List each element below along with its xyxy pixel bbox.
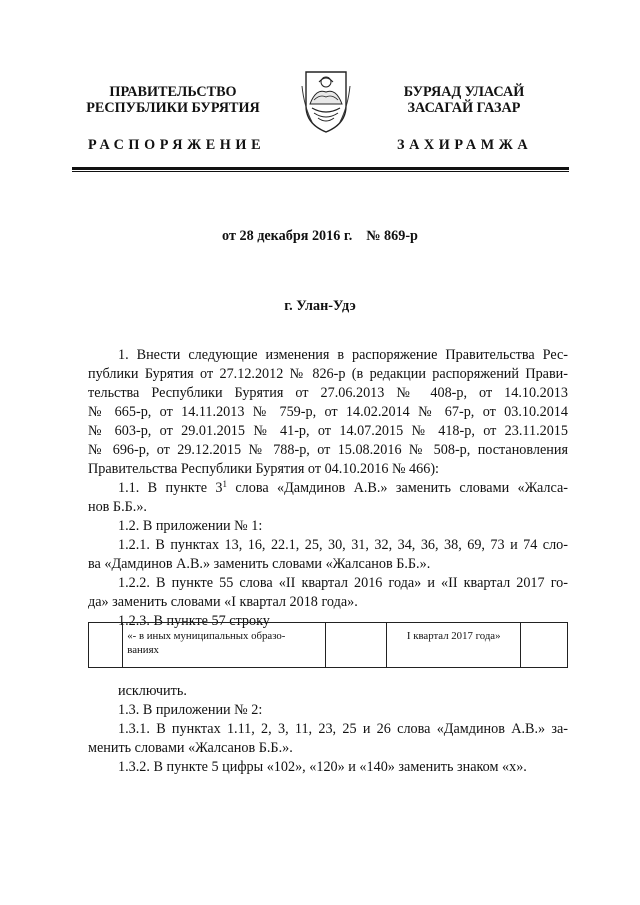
table-cell [325, 623, 386, 668]
body-line: 1.3. В приложении № 2: [118, 702, 263, 718]
header-right-line2: ЗАСАГАЙ ГАЗАР [407, 100, 521, 116]
document-city: г. Улан-Удэ [284, 298, 356, 314]
item-1-1-superscript: 1 [222, 479, 227, 489]
body-line-1-1 [88, 479, 568, 498]
document-date: от 28 декабря 2016 г. [222, 228, 353, 244]
header-left-title: РАСПОРЯЖЕНИЕ [88, 137, 266, 153]
table-cell [123, 623, 326, 668]
body-line: 1.2.2. В пункте 55 слова «II квартал 2016 года» и «II квартал 2017 го- [118, 575, 568, 591]
body-line: 1.3.1. В пунктах 1.11, 2, 3, 11, 23, 25 и 26 слова «Дамдинов А.В.» за- [118, 721, 568, 737]
table-cell-line: ваниях [127, 644, 159, 656]
header-right-line1: БУРЯАД УЛАСАЙ [403, 84, 525, 100]
header-rule-thick [72, 167, 569, 170]
body-line: 1.2.1. В пунктах 13, 16, 22.1, 25, 30, 31, 32, 34, 36, 38, 69, 73 и 74 сло- [118, 537, 568, 553]
body-line: да» заменить словами «I квартал 2018 года». [88, 594, 358, 610]
header-left [80, 84, 266, 116]
header-left-line1: ПРАВИТЕЛЬСТВО [109, 84, 237, 100]
body-line: Правительства Республики Бурятия от 04.10.2016 № 466): [88, 461, 439, 477]
table-row [89, 623, 568, 668]
body-line: тельства Республики Бурятия от 27.06.2013 № 408-р, от 14.10.2013 [88, 385, 568, 401]
header-right [382, 84, 546, 116]
body-block-1 [88, 346, 568, 631]
table-cell: I квартал 2017 года» [387, 623, 521, 668]
body-line: № 665-р, от 14.11.2013 № 759-р, от 14.02.2014 № 67-р, от 03.10.2014 [88, 404, 568, 420]
body-line: № 603-р, от 29.01.2015 № 41-р, от 14.07.2015 № 418-р, от 23.11.2015 [88, 423, 568, 439]
body-line: 1.3.2. В пункте 5 цифры «102», «120» и «140» заменить знаком «х». [118, 759, 527, 775]
body-line: менить словами «Жалсанов Б.Б.». [88, 740, 293, 756]
body-line: 1.2.3. В пункте 57 строку [118, 613, 270, 629]
coat-of-arms-emblem [300, 66, 352, 134]
body-line: нов Б.Б.». [88, 499, 147, 515]
body-line: 1.2. В приложении № 1: [118, 518, 263, 534]
document-date-line [0, 228, 640, 245]
header-right-title: ЗАХИРАМЖА [397, 137, 533, 153]
body-line: ва «Дамдинов А.В.» заменить словами «Жалсанов Б.Б.». [88, 556, 431, 572]
body-line: публики Бурятия от 27.12.2012 № 826-р (в редакции распоряжений Прави- [88, 366, 568, 382]
document-number: № 869-р [366, 228, 418, 244]
table-cell-line: «- в иных муниципальных образо- [127, 630, 286, 642]
excluded-row-table [88, 622, 568, 668]
item-1-1-rest: слова «Дамдинов А.В.» заменить словами «Жалса- [226, 480, 568, 496]
table-cell [521, 623, 568, 668]
table-cell [89, 623, 123, 668]
body-line: 1. Внести следующие изменения в распоряжение Правительства Рес- [118, 347, 568, 363]
header-left-line2: РЕСПУБЛИКИ БУРЯТИЯ [86, 100, 260, 116]
body-line: исключить. [118, 683, 187, 699]
item-1-1-start: 1.1. В пункте 3 [118, 480, 223, 496]
body-line: № 696-р, от 29.12.2015 № 788-р, от 15.08.2016 № 508-р, постановления [88, 442, 568, 458]
body-block-2 [88, 682, 568, 777]
header-rule-thin [72, 171, 569, 172]
